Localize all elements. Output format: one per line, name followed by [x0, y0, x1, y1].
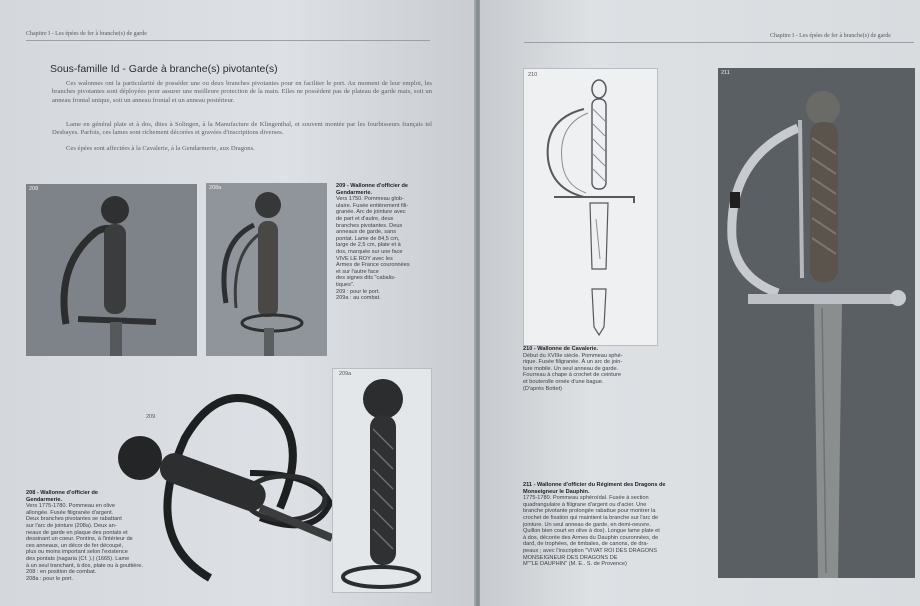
figure-number-211: 211 — [721, 70, 730, 76]
caption-208-line: Deux branches pivotantes se rabattant — [26, 516, 122, 523]
caption-209-line: VIVE LE ROY avec les — [336, 255, 393, 262]
caption-209-line: granée. Arc de jointure avec — [336, 209, 406, 216]
sword-drawing-image — [524, 69, 657, 345]
caption-209-line: anneaux de garde, sans — [336, 229, 397, 236]
caption-208-line: 208a : pour le port. — [26, 575, 73, 582]
caption-208-line: dessinant un coeur. Pontins, à l'intérieur de — [26, 536, 133, 543]
caption-208-title: Gendarmerie. — [26, 496, 63, 503]
drawing-210 — [523, 68, 658, 346]
caption-209-line: dos, marquée sur une face — [336, 248, 403, 255]
caption-211-line: crochet de fixation qui maintient la branche sur l'arc de — [523, 514, 659, 521]
header-rule-right — [524, 42, 914, 43]
caption-210-line: et bouterolle ornée d'une bague. — [523, 378, 604, 385]
caption-209-line: tiques". — [336, 281, 355, 288]
caption-209-line: 209a : au combat. — [336, 295, 381, 302]
photo-208 — [26, 184, 197, 356]
right-page — [480, 0, 920, 606]
photo-208a — [206, 183, 327, 356]
caption-209-line: de part et d'autre, deux — [336, 215, 394, 222]
photo-209a — [332, 368, 432, 593]
caption-211-line: MONSEIGNEUR DES DRAGONS DE — [523, 554, 618, 561]
sword-grip-image — [333, 369, 431, 592]
caption-208-line: plus ou moins important selon l'existence — [26, 549, 128, 556]
caption-208-line: à un seul tranchant, à dos, plate ou à gouttière. — [26, 562, 143, 569]
sword-full-image — [718, 68, 915, 578]
caption-209-line: large de 2,5 cm, plate et à — [336, 242, 401, 249]
caption-208-line: neaux de garde en plaque des pontats et — [26, 529, 128, 536]
sword-hilt-folded-image — [206, 183, 327, 356]
caption-209-line: ulaire. Fusée entièrement fili- — [336, 202, 409, 209]
caption-211-title: 211 - Wallonne d'officier du Régiment des Dragons de — [523, 482, 666, 488]
caption-210 — [523, 346, 658, 392]
section-title: Sous-famille Id - Garde à branche(s) pivotante(s) — [50, 63, 278, 75]
running-head-right: Chapitre I - Les épées de fer à branche(s) de garde — [770, 33, 891, 39]
caption-210-line: (D'après Bottet) — [523, 385, 562, 392]
caption-209-line: branches pivotantes. Deux — [336, 222, 403, 229]
caption-211-title: Monseigneur le Dauphin. — [523, 488, 590, 495]
caption-208-line: allongée. Fusée filigranée d'argent. — [26, 509, 114, 516]
figure-number-209: 209 — [146, 414, 156, 420]
caption-211-line: jointure. Un seul anneau de garde, en demi-oeuvre. — [523, 521, 651, 528]
caption-208-line: sur l'arc de jointure (208a). Deux an- — [26, 522, 117, 529]
caption-211-line: branche pivotante prolongée rabattue pour montrer la — [523, 508, 656, 515]
caption-208-line: des pontats (nagaria (Cf. ).) (1665). Lame — [26, 555, 130, 562]
caption-209-line: pontat. Lame de 84,5 cm, — [336, 235, 400, 242]
intro-paragraph-3: Ces épées sont affectées à la Cavalerie, à la Gendarmerie, aux Dragons. — [66, 145, 255, 152]
figure-number-208a: 208a — [209, 185, 222, 191]
caption-211-line: M""LE DAUPHIN" (M. E.. S. de Provence) — [523, 561, 627, 568]
caption-209-line: et sur l'autre face — [336, 268, 379, 275]
caption-208 — [26, 490, 196, 582]
caption-211-line: peaux ; avec l'inscription "VIVAT ROI DES DRAGONS — [523, 547, 657, 554]
caption-211-line: à dos, décorée des Armes du Dauphin couronnées, de — [523, 534, 659, 541]
caption-209 — [336, 183, 434, 302]
figure-number-209a: 209a — [339, 371, 352, 377]
caption-211-line: quadrangulaire à filigrane d'argent ou d'acier. Une — [523, 501, 647, 508]
caption-210-line: Début du XVIIIe siècle. Pommeau sphé- — [523, 352, 623, 359]
caption-210-line: rique. Fusée filigranée. À un arc de join- — [523, 359, 623, 366]
intro-paragraph-2: Lame en général plate et à dos, dites à Solingen, à la Manufacture de Klingenthal, et souvent montée par les fourbisseurs français tel Desbayes. Parfois, ces lames sont richement décorées et gravées d'inscriptions diverses. — [52, 121, 432, 137]
caption-211-line: 1775-1780. Pommeau sphéroïdal. Fusée à section — [523, 495, 649, 502]
caption-209-title: 209 - Wallonne d'officier de — [336, 183, 408, 189]
caption-210-line: Fourreau à chape à crochet de ceinture — [523, 372, 621, 379]
caption-208-line: ces anneaux, un décor de fer découpé, — [26, 542, 124, 549]
photo-211 — [718, 68, 915, 578]
running-head-left: Chapitre I - Les épées de fer à branche(s) de garde — [26, 31, 147, 37]
caption-210-line: ture mobile. Un seul anneau de garde. — [523, 365, 619, 372]
header-rule-left — [26, 40, 430, 41]
caption-209-line: Armes de France couronnées — [336, 262, 410, 269]
intro-paragraph-1: Ces walonnes ont la particularité de posséder une ou deux branches pivotantes pour en faciliter le port. Au moment de leur emploi, les branches pivotantes sont déployées pour assurer une meilleure protection de la main. Elles ne possèdent pas de plateau de garde mais, soit un anneau frontal unique, soit un anneau frontal et un anneau postérieur. — [52, 80, 432, 104]
figure-number-208: 208 — [29, 186, 39, 192]
sword-hilt-image — [26, 184, 197, 356]
caption-211-line: Quillon bien court en olive à dos). Longue lame plate et — [523, 528, 660, 535]
caption-211 — [523, 482, 713, 568]
caption-211-line: dard, de trophées, de timbales, de canons, de dra- — [523, 541, 649, 548]
caption-208-line: Vers 1775-1780. Pommeau en olive — [26, 503, 115, 510]
caption-208-line: 208 : en position de combat. — [26, 569, 97, 576]
caption-208-title: 208 - Wallonne d'officier de — [26, 490, 98, 496]
caption-209-title: Gendarmerie. — [336, 189, 373, 196]
caption-209-line: des signes dits "cabalis- — [336, 275, 396, 282]
caption-210-title: 210 - Wallonne de Cavalerie. — [523, 346, 599, 352]
figure-number-210: 210 — [528, 72, 538, 78]
caption-209-line: 209 : pour le port. — [336, 288, 380, 295]
caption-209-line: Vers 1750. Pommeau glob- — [336, 196, 404, 203]
